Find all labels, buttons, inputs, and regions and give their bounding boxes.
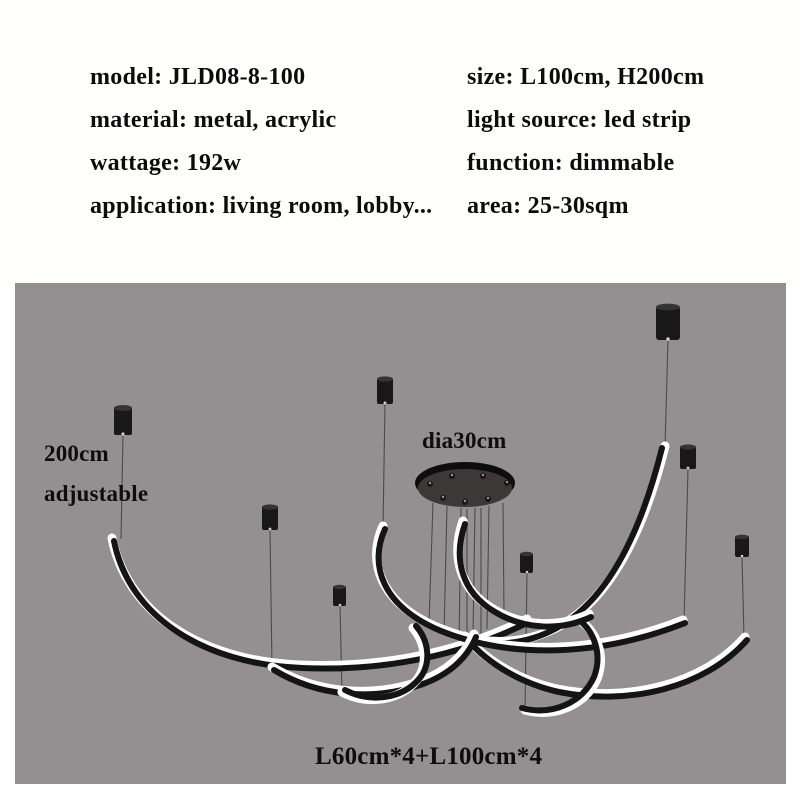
spec-function: function: dimmable: [467, 150, 675, 176]
spec-light-source: light source: led strip: [467, 107, 692, 133]
ceiling-canopy: [333, 585, 346, 607]
annotation-arm-lengths: L60cm*4+L100cm*4: [315, 743, 543, 770]
annotation-plate-diameter: dia30cm: [422, 428, 507, 453]
ceiling-canopy: [377, 376, 393, 404]
spec-material: material: metal, acrylic: [90, 107, 337, 133]
led-arm-short-center: [458, 521, 591, 627]
suspension-wire: [270, 530, 272, 668]
ceiling-canopy: [680, 445, 696, 470]
ceiling-plate: [415, 462, 515, 507]
ceiling-canopy: [520, 552, 533, 574]
suspension-wire: [383, 404, 385, 527]
spec-area: area: 25-30sqm: [467, 193, 629, 219]
spec-wattage: wattage: 192w: [90, 150, 242, 176]
annotation-drop-height: 200cm: [44, 441, 109, 466]
spec-sheet: [0, 0, 800, 283]
chandelier-illustration: [15, 283, 786, 784]
suspension-wire: [340, 606, 342, 693]
ceiling-canopy: [262, 504, 278, 530]
suspension-wire: [684, 469, 688, 621]
spec-application: application: living room, lobby...: [90, 193, 433, 219]
product-render: [15, 283, 786, 784]
suspension-wire: [742, 557, 744, 638]
annotation-drop-adjustable: adjustable: [44, 481, 149, 506]
ceiling-canopy: [114, 405, 132, 436]
spec-size: size: L100cm, H200cm: [467, 64, 705, 90]
ceiling-canopy: [656, 304, 680, 341]
suspension-wire: [665, 340, 668, 447]
spec-model: model: JLD08-8-100: [90, 64, 306, 90]
ceiling-canopy: [735, 535, 749, 558]
